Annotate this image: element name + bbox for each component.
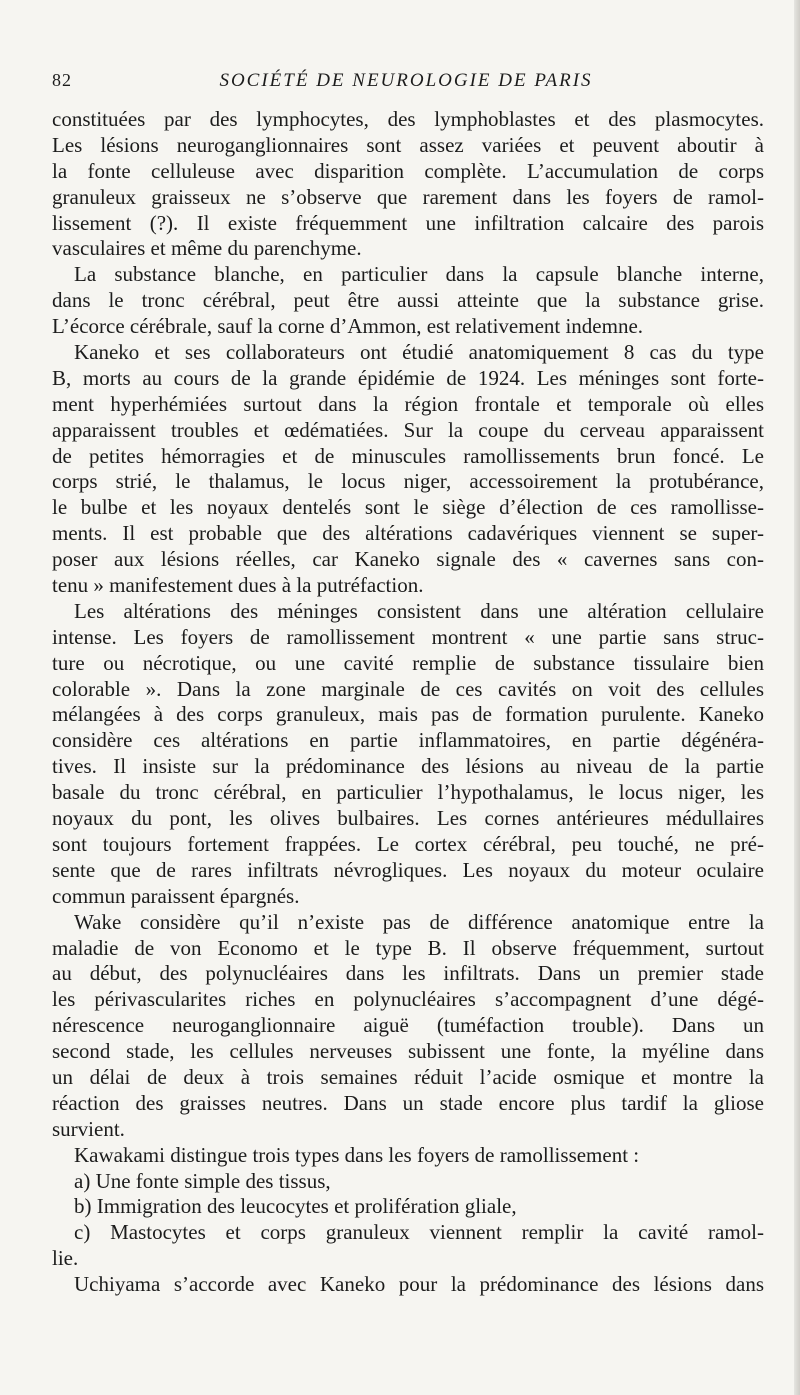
text-line: mélangées à des corps granuleux, mais pas de formation purulente. Kaneko [52, 702, 764, 727]
text-line: b) Immigration des leucocytes et prolifération gliale, [74, 1194, 517, 1219]
text-line: réaction des graisses neutres. Dans un stade encore plus tardif la gliose [52, 1090, 764, 1115]
running-title: SOCIÉTÉ DE NEUROLOGIE DE PARIS [219, 70, 593, 91]
text-line: a) Une fonte simple des tissus, [74, 1168, 331, 1193]
text-line: ment hyperhémiées surtout dans la région frontale et temporale où elles [52, 391, 764, 416]
text-line: sont toujours fortement frappées. Le cortex cérébral, peu touché, ne pré- [52, 831, 764, 856]
text-line: Kaneko et ses collaborateurs ont étudié anatomiquement 8 cas du type [74, 340, 764, 365]
text-line: dans le tronc cérébral, peut être aussi atteinte que la substance grise. [52, 288, 764, 313]
text-line: second stade, les cellules nerveuses subissent une fonte, la myéline dans [52, 1039, 764, 1064]
text-line: au début, des polynucléaires dans les infiltrats. Dans un premier stade [52, 961, 764, 986]
text-line: tenu » manifestement dues à la putréfaction. [52, 573, 424, 598]
text-line: Uchiyama s’accorde avec Kaneko pour la prédominance des lésions dans [74, 1272, 764, 1297]
page-header [52, 70, 760, 98]
text-line: ture ou nécrotique, ou une cavité remplie de substance tissulaire bien [52, 650, 764, 675]
text-line: granuleux graisseux ne s’observe que rarement dans les foyers de ramol- [52, 184, 764, 209]
text-line: noyaux du pont, les olives bulbaires. Les cornes antérieures médullaires [52, 806, 764, 831]
text-line: Les lésions neuroganglionnaires sont assez variées et peuvent aboutir à [52, 132, 764, 157]
text-line: lissement (?). Il existe fréquemment une infiltration calcaire des parois [52, 210, 764, 235]
text-line: le bulbe et les noyaux dentelés sont le siège d’élection de ces ramollisse- [52, 495, 764, 520]
text-line: nérescence neuroganglionnaire aiguë (tuméfaction trouble). Dans un [52, 1013, 764, 1038]
text-line: vasculaires et même du parenchyme. [52, 236, 362, 261]
text-line: sente que de rares infiltrats névrogliques. Les noyaux du moteur oculaire [52, 857, 764, 882]
text-line: colorable ». Dans la zone marginale de ces cavités on voit des cellules [52, 676, 764, 701]
text-line: tives. Il insiste sur la prédominance des lésions au niveau de la partie [52, 754, 764, 779]
text-line: Kawakami distingue trois types dans les foyers de ramollissement : [74, 1142, 640, 1167]
text-line: c) Mastocytes et corps granuleux viennent remplir la cavité ramol- [74, 1220, 764, 1245]
body-text [52, 107, 764, 1298]
text-line: La substance blanche, en particulier dans la capsule blanche interne, [74, 262, 764, 287]
text-line: maladie de von Economo et le type B. Il observe fréquemment, surtout [52, 935, 764, 960]
text-line: survient. [52, 1116, 125, 1141]
text-line: Wake considère qu’il n’existe pas de différence anatomique entre la [74, 909, 764, 934]
text-line: apparaissent troubles et œdématiées. Sur la coupe du cerveau apparaissent [52, 417, 764, 442]
text-line: un délai de deux à trois semaines réduit l’acide osmique et montre la [52, 1064, 764, 1089]
page-edge [794, 0, 800, 1395]
text-line: la fonte celluleuse avec disparition complète. L’accumulation de corps [52, 158, 764, 183]
text-line: L’écorce cérébrale, sauf la corne d’Ammon, est relativement indemne. [52, 314, 644, 339]
text-line: B, morts au cours de la grande épidémie de 1924. Les méninges sont forte- [52, 365, 764, 390]
text-line: poser aux lésions réelles, car Kaneko signale des « cavernes sans con- [52, 547, 764, 572]
page-number: 82 [52, 70, 72, 90]
text-line: ments. Il est probable que des altérations cadavériques viennent se super- [52, 521, 764, 546]
text-line: intense. Les foyers de ramollissement montrent « une partie sans struc- [52, 624, 764, 649]
text-line: basale du tronc cérébral, en particulier l’hypothalamus, le locus niger, les [52, 780, 764, 805]
text-line: Les altérations des méninges consistent dans une altération cellulaire [74, 598, 764, 623]
text-line: de petites hémorragies et de minuscules ramollissements brun foncé. Le [52, 443, 764, 468]
text-line: constituées par des lymphocytes, des lymphoblastes et des plasmocytes. [52, 107, 764, 131]
text-line: considère ces altérations en partie inflammatoires, en partie dégénéra- [52, 728, 764, 753]
text-line: lie. [52, 1246, 79, 1271]
text-line: les périvascularites riches en polynucléaires s’accompagnent d’une dégé- [52, 987, 764, 1012]
text-line: corps strié, le thalamus, le locus niger, accessoirement la protubérance, [52, 469, 764, 494]
text-line: commun paraissent épargnés. [52, 883, 300, 908]
